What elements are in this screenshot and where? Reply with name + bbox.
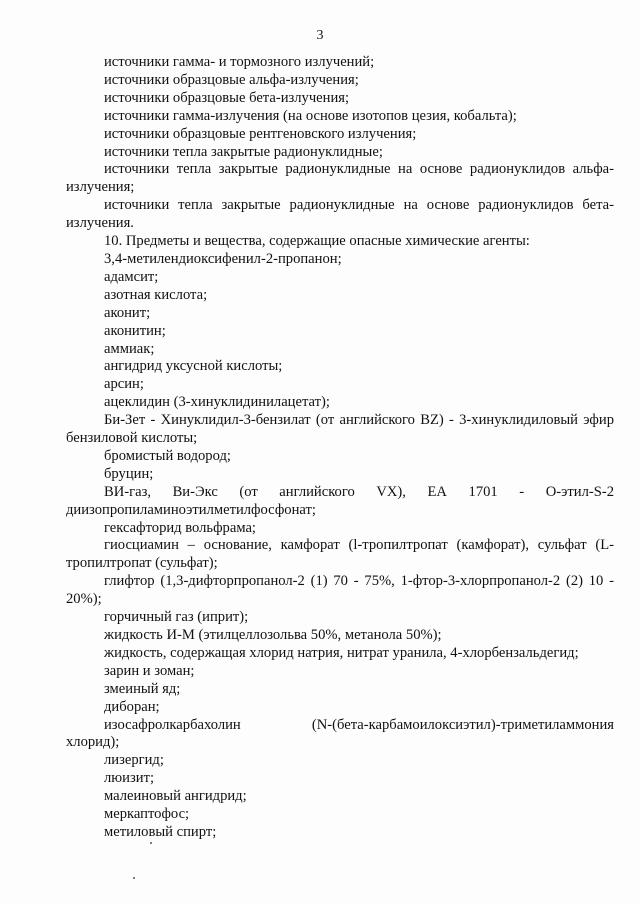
scan-speck: [150, 842, 152, 844]
list-item: малеиновый ангидрид;: [104, 788, 247, 805]
list-item: лизергид;: [104, 752, 164, 769]
list-item: метиловый спирт;: [104, 823, 217, 840]
list-item: глифтор (1,3-дифторпропанол-2 (1) 70 - 75%, 1-фтор-3-хлорпропанол-2 (2) 10 - 20%);: [66, 573, 614, 608]
scan-speck: [133, 877, 135, 879]
list-item: аконитин;: [104, 322, 166, 339]
list-item: источники тепла закрытые радионуклидные на основе радионуклидов бета-излучения.: [66, 197, 614, 232]
vx-word: EA: [427, 483, 447, 500]
list-item: аконит;: [104, 304, 151, 321]
list-item: адамсит;: [104, 268, 159, 285]
vx-item-continuation: диизопропиламиноэтилметилфосфонат;: [66, 501, 316, 518]
list-item: горчичный газ (иприт);: [104, 609, 249, 626]
vx-word: VX),: [376, 483, 406, 500]
list-item: 3,4-метилендиоксифенил-2-пропанон;: [104, 250, 342, 267]
vx-word: английского: [279, 483, 355, 500]
iso-item-continuation: хлорид);: [66, 734, 120, 751]
list-item: люизит;: [104, 770, 155, 787]
list-item: источники гамма-излучения (на основе изотопов цезия, кобальта);: [104, 107, 517, 124]
list-item: Би-Зет - Хинуклидил-3-бензилат (от английского BZ) - 3-хинуклидиловый эфир бензиловой кислоты;: [66, 412, 614, 447]
section-heading: 10. Предметы и вещества, содержащие опасные химические агенты:: [104, 233, 530, 250]
vx-word: -: [519, 483, 525, 500]
list-item: источники образцовые рентгеновского излучения;: [104, 125, 417, 142]
iso-item-first-line: [66, 717, 614, 735]
list-item: ацеклидин (3-хинуклидинилацетат);: [104, 394, 330, 411]
list-item: бромистый водород;: [104, 447, 231, 464]
list-item: азотная кислота;: [104, 286, 208, 303]
list-item: бруцин;: [104, 465, 154, 482]
vx-item-first-line: [66, 484, 614, 502]
vx-word: (от: [239, 483, 258, 500]
list-item: источники образцовые альфа-излучения;: [104, 71, 359, 88]
list-item: диборан;: [104, 698, 160, 715]
list-item: источники тепла закрытые радионуклидные;: [104, 143, 383, 160]
vx-word: 1701: [468, 483, 498, 500]
list-item: ангидрид уксусной кислоты;: [104, 358, 283, 375]
list-item: источники гамма- и тормозного излучений;: [104, 54, 375, 70]
iso-left-text: изосафролкарбахолин: [104, 716, 241, 733]
list-item: меркаптофос;: [104, 806, 190, 823]
list-item: источники образцовые бета-излучения;: [104, 89, 350, 106]
document-body: [66, 54, 614, 842]
list-item: гексафторид вольфрама;: [104, 519, 256, 536]
list-item: зарин и зоман;: [104, 662, 195, 679]
vx-word: Ви-Экс: [172, 483, 218, 500]
list-item: аммиак;: [104, 340, 155, 357]
list-item: источники тепла закрытые радионуклидные на основе радионуклидов альфа-излучения;: [66, 161, 614, 196]
list-item: гиосциамин – основание, камфорат (l-тропилтропат (камфорат), сульфат (L-тропилтропат (сульфат);: [66, 537, 614, 572]
page-number: 3: [316, 28, 324, 43]
list-item: арсин;: [104, 376, 144, 393]
vx-word: О-этил-S-2: [545, 483, 614, 500]
list-item: змеиный яд;: [104, 680, 181, 697]
list-item: жидкость И-М (этилцеллозольва 50%, метанола 50%);: [104, 627, 442, 643]
iso-right-text: (N-(бета-карбамоилоксиэтил)-триметиламмония: [311, 716, 614, 733]
list-item: жидкость, содержащая хлорид натрия, нитрат уранила, 4-хлорбензальдегид;: [104, 644, 579, 661]
vx-word: ВИ-газ,: [104, 483, 152, 500]
